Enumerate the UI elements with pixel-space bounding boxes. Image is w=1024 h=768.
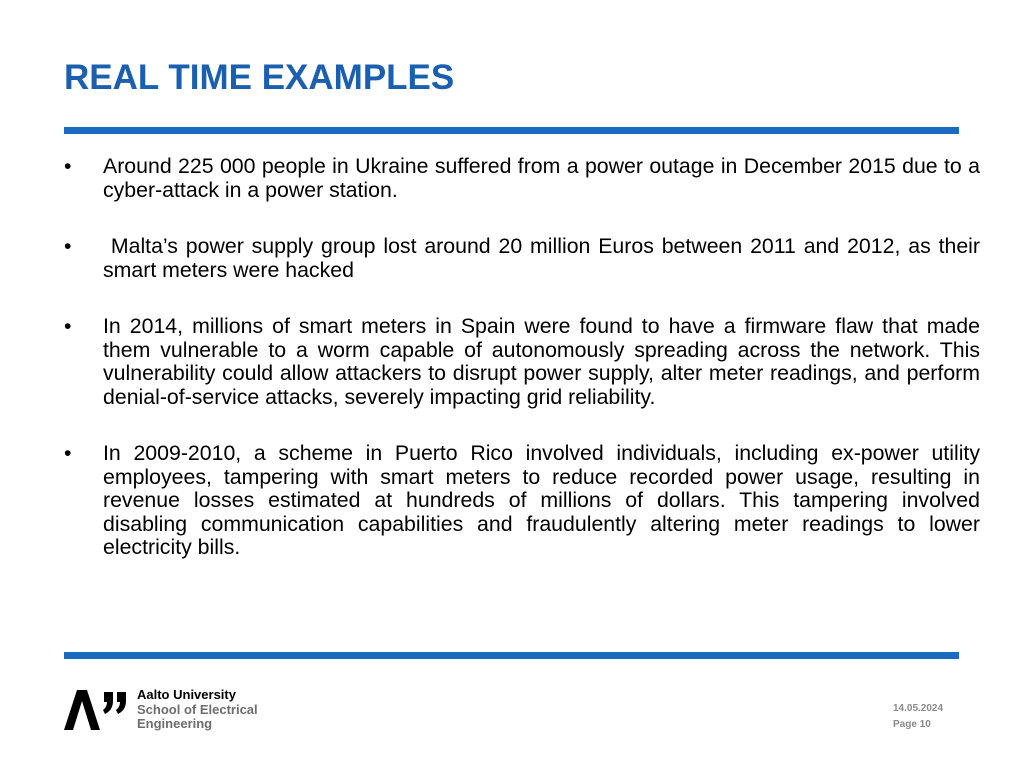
slide-title: REAL TIME EXAMPLES xyxy=(64,58,455,97)
page-number: Page 10 xyxy=(893,719,931,730)
bullet-dot: • xyxy=(64,234,72,258)
bottom-divider xyxy=(64,652,959,659)
bullet-dot: • xyxy=(64,314,72,338)
school-name-line1: School of Electrical xyxy=(137,701,258,717)
university-name: Aalto University xyxy=(137,687,236,702)
university-name-block xyxy=(137,688,258,732)
bullet-item xyxy=(64,234,986,282)
bullet-text: In 2014, millions of smart meters in Spain were found to have a firmware flaw that made them vulnerable to a worm capable of autonomously spreading across the network. This vulnerability could allow attackers to disrupt power supply, alter meter readings, and perform denial-of-service attacks, severely impacting grid reliability. xyxy=(103,314,980,409)
bullet-item xyxy=(64,442,980,560)
school-name-line2: Engineering xyxy=(137,716,213,731)
bullet-dot: • xyxy=(64,154,72,178)
bullet-item xyxy=(64,155,980,202)
bullet-text: Around 225 000 people in Ukraine suffered from a power outage in December 2015 due to a cyber-attack in a power station. xyxy=(103,154,980,202)
slide-date: 14.05.2024 xyxy=(893,703,944,714)
bullet-text: Malta’s power supply group lost around 20 million Euros between 2011 and 2012, as their smart meters were hacked xyxy=(103,234,986,282)
bullet-text: In 2009-2010, a scheme in Puerto Rico involved individuals, including ex-power utility employees, tampering with smart meters to reduce recorded power usage, resulting in revenue losses estimated at hundreds of millions of dollars. This tampering involved disabling communication capabilities and fraudulently altering meter readings to lower electricity bills. xyxy=(103,441,980,559)
bullet-dot: • xyxy=(64,441,72,465)
aalto-logo-icon xyxy=(64,690,132,730)
top-divider xyxy=(64,127,959,134)
bullet-list xyxy=(64,154,986,593)
bullet-item xyxy=(64,315,980,409)
